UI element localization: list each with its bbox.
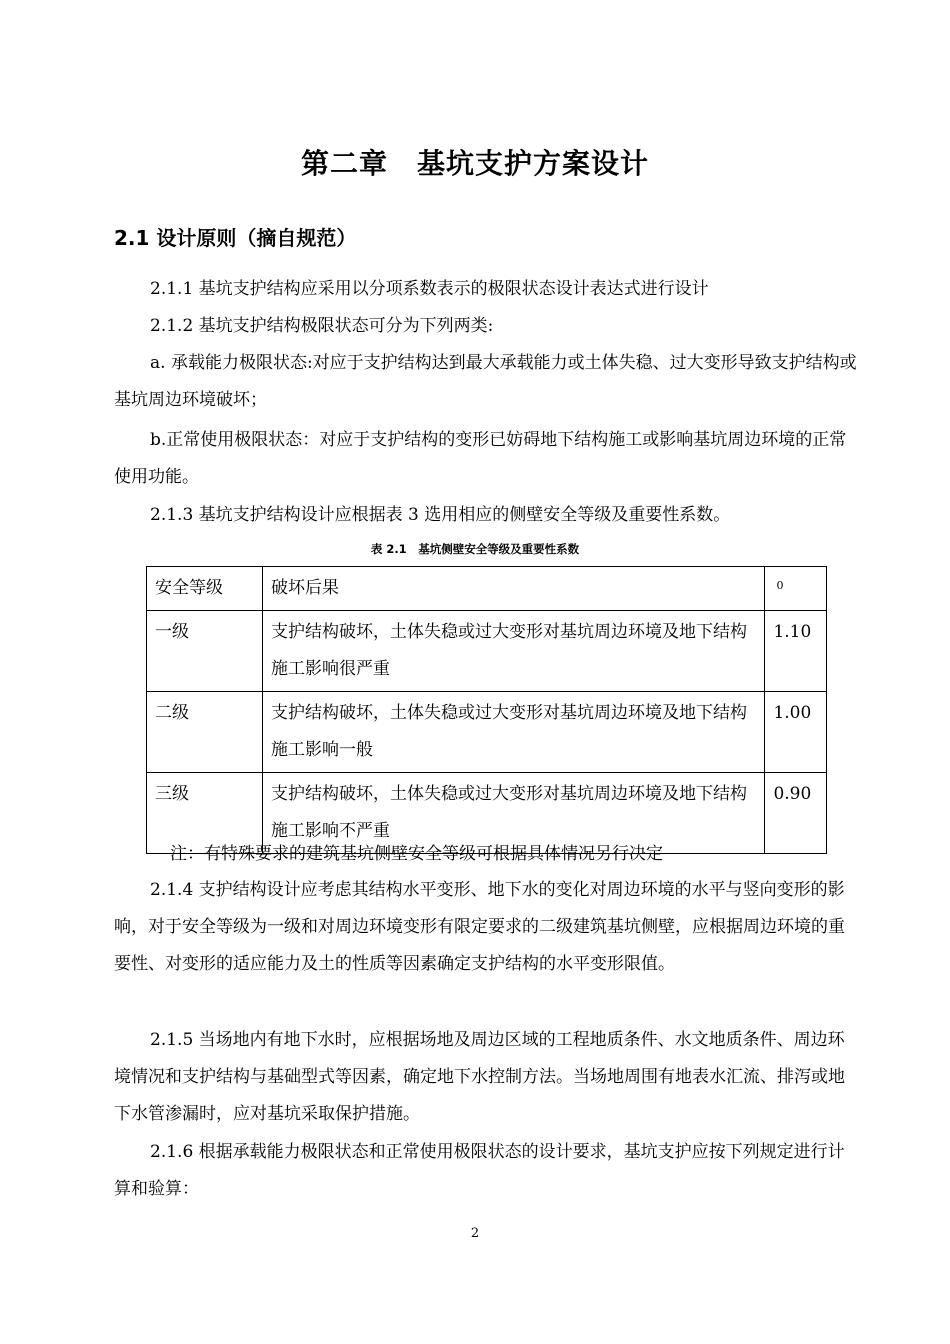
section-title: 2.1 设计原则（摘自规范） xyxy=(114,226,357,250)
table-caption: 表 2.1 基坑侧壁安全等级及重要性系数 xyxy=(370,542,580,556)
header-consequence: 破坏后果 xyxy=(263,567,765,611)
paragraph-2-1-3: 2.1.3 基坑支护结构设计应根据表 3 选用相应的侧壁安全等级及重要性系数。 xyxy=(150,505,731,525)
grade-cell: 一级 xyxy=(147,611,263,692)
paragraph-2-1-2: 2.1.2 基坑支护结构极限状态可分为下列两类: xyxy=(150,316,494,336)
coefficient-cell: 1.00 xyxy=(765,692,827,773)
paragraph-item-b: b.正常使用极限状态：对应于支护结构的变形已妨碍地下结构施工或影响基坑周边环境的正常使用功能。 xyxy=(114,430,847,487)
grade-cell: 二级 xyxy=(147,692,263,773)
safety-grade-table xyxy=(146,566,827,854)
header-gamma xyxy=(765,567,827,611)
header-grade: 安全等级 xyxy=(147,567,263,611)
gamma-subscript: 0 xyxy=(776,579,784,592)
table-header-row xyxy=(147,567,827,611)
grade-cell: 三级 xyxy=(147,773,263,854)
consequence-cell: 支护结构破坏，土体失稳或过大变形对基坑周边环境及地下结构施工影响一般 xyxy=(263,692,765,773)
consequence-cell: 支护结构破坏，土体失稳或过大变形对基坑周边环境及地下结构施工影响不严重 xyxy=(263,773,765,854)
coefficient-cell: 0.90 xyxy=(765,773,827,854)
consequence-cell: 支护结构破坏，土体失稳或过大变形对基坑周边环境及地下结构施工影响很严重 xyxy=(263,611,765,692)
paragraph-2-1-4: 2.1.4 支护结构设计应考虑其结构水平变形、地下水的变化对周边环境的水平与竖向变形的影响，对于安全等级为一级和对周边环境变形有限定要求的二级建筑基坑侧壁，应根据周边环境的重要性、对变形的适应能力及土的性质等因素确定支护结构的水平变形限值。 xyxy=(114,880,845,974)
table-row xyxy=(147,692,827,773)
table-note: 注：有特殊要求的建筑基坑侧壁安全等级可根据具体情况另行决定 xyxy=(170,844,663,864)
page-number: 2 xyxy=(470,1226,480,1241)
paragraph-2-1-1: 2.1.1 基坑支护结构应采用以分项系数表示的极限状态设计表达式进行设计 xyxy=(150,279,709,299)
paragraph-2-1-6: 2.1.6 根据承载能力极限状态和正常使用极限状态的设计要求，基坑支护应按下列规定进行计算和验算： xyxy=(114,1142,845,1199)
paragraph-item-a: a. 承载能力极限状态:对应于支护结构达到最大承载能力或土体失稳、过大变形导致支护结构或基坑周边环境破坏； xyxy=(114,353,857,410)
table-row xyxy=(147,611,827,692)
chapter-title: 第二章 基坑支护方案设计 xyxy=(300,147,649,180)
paragraph-2-1-5: 2.1.5 当场地内有地下水时，应根据场地及周边区域的工程地质条件、水文地质条件、周边环境情况和支护结构与基础型式等因素，确定地下水控制方法。当场地周围有地表水汇流、排泻或地下水管渗漏时，应对基坑采取保护措施。 xyxy=(114,1030,845,1124)
coefficient-cell: 1.10 xyxy=(765,611,827,692)
